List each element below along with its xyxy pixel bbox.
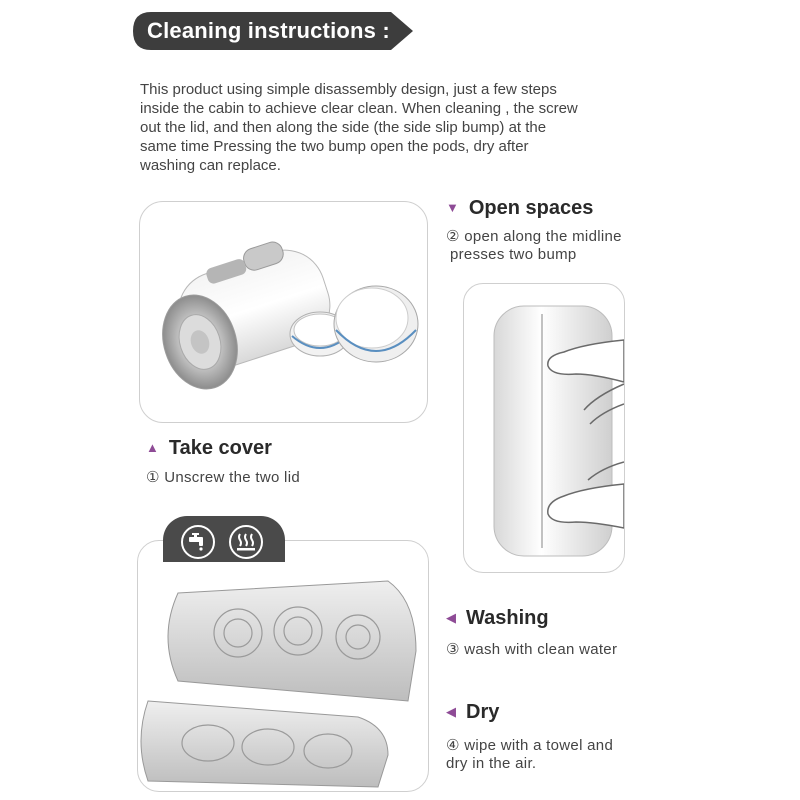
step-desc-washing — [446, 641, 617, 659]
water-tap-icon — [181, 525, 215, 559]
step-desc-line: dry in the air. — [446, 755, 537, 772]
step-title-dry — [446, 701, 499, 724]
step-desc-line: ④ wipe with a towel and — [446, 737, 614, 754]
step-title-text: Take cover — [168, 437, 272, 459]
step-title-text: Open spaces — [468, 197, 594, 219]
step-title-open-spaces — [446, 197, 593, 220]
page-title: Cleaning instructions : — [147, 18, 390, 43]
step-desc-line: ① Unscrew the two lid — [146, 469, 300, 486]
take-cover-image — [139, 201, 428, 423]
care-icons-tab — [163, 516, 285, 562]
step-title-washing — [446, 607, 549, 630]
down-triangle-icon: ▼ — [446, 200, 459, 215]
intro-paragraph — [140, 80, 660, 175]
washing-image — [137, 540, 429, 792]
intro-line: This product using simple disassembly design, just a few steps — [140, 81, 557, 98]
header-banner — [133, 12, 413, 50]
hands-pressing-illustration — [464, 284, 624, 572]
open-pod-illustration — [138, 541, 428, 791]
cup-and-lids-illustration — [140, 202, 427, 422]
steam-dry-icon — [229, 525, 263, 559]
step-desc-take-cover — [146, 469, 300, 487]
step-desc-line: ② open along the midline — [446, 228, 622, 245]
intro-line: washing can replace. — [140, 157, 281, 174]
step-title-text: Dry — [466, 701, 500, 723]
intro-line: inside the cabin to achieve clear clean. When cleaning , the screw — [140, 100, 578, 117]
step-title-take-cover — [146, 437, 272, 460]
step-desc-dry — [446, 737, 613, 773]
step-title-text: Washing — [466, 607, 549, 629]
step-desc-open-spaces — [446, 228, 622, 264]
intro-line: same time Pressing the two bump open the pods, dry after — [140, 138, 529, 155]
left-triangle-icon: ◀ — [446, 610, 456, 625]
left-triangle-icon: ◀ — [446, 704, 456, 719]
step-desc-line: presses two bump — [450, 246, 577, 263]
intro-line: out the lid, and then along the side (the side slip bump) at the — [140, 119, 547, 136]
open-spaces-image — [463, 283, 625, 573]
step-desc-line: ③ wash with clean water — [446, 641, 618, 658]
up-triangle-icon: ▲ — [146, 440, 159, 455]
